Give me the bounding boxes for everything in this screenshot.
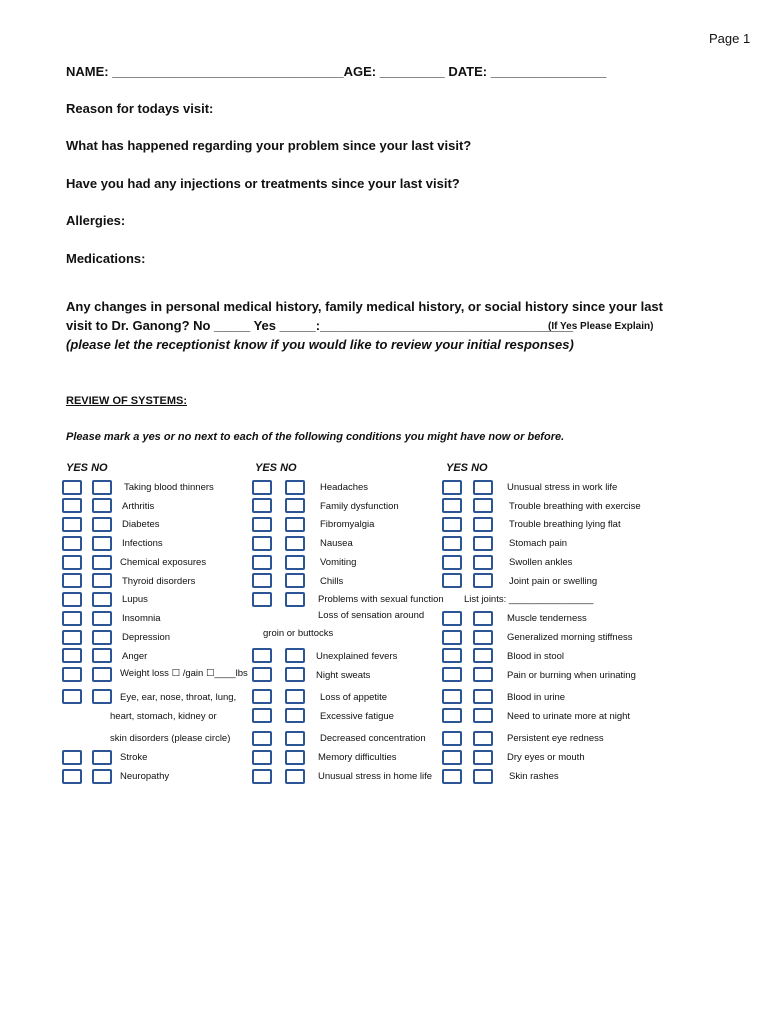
yes-checkbox[interactable]: [62, 750, 82, 765]
no-checkbox[interactable]: [473, 536, 493, 551]
yes-checkbox[interactable]: [62, 480, 82, 495]
yes-checkbox[interactable]: [62, 689, 82, 704]
yes-checkbox[interactable]: [252, 769, 272, 784]
condition-headaches: Headaches: [320, 482, 369, 493]
yes-no-header-col1: YES NO: [66, 462, 108, 474]
page-number: Page 1: [709, 31, 751, 46]
no-checkbox[interactable]: [473, 689, 493, 704]
condition-eye-ear-nose: Eye, ear, nose, throat, lung,: [120, 692, 237, 703]
condition-chills: Chills: [320, 576, 344, 587]
no-checkbox[interactable]: [285, 708, 305, 723]
no-checkbox[interactable]: [92, 630, 112, 645]
yes-checkbox[interactable]: [252, 536, 272, 551]
no-checkbox[interactable]: [285, 667, 305, 682]
yes-checkbox[interactable]: [62, 592, 82, 607]
injections-label: Have you had any injections or treatments since your last visit?: [66, 176, 460, 191]
history-changes-line1: Any changes in personal medical history, family medical history, or social history since your last: [66, 299, 663, 314]
condition-stomach-pain: Stomach pain: [509, 538, 568, 549]
no-checkbox[interactable]: [285, 648, 305, 663]
condition-swollen-ankles: Swollen ankles: [509, 557, 573, 568]
condition-skin-disorders: skin disorders (please circle): [110, 733, 231, 744]
no-checkbox[interactable]: [92, 667, 112, 682]
review-instruction: Please mark a yes or no next to each of the following conditions you might have now or before.: [66, 431, 565, 443]
yes-checkbox[interactable]: [252, 480, 272, 495]
no-checkbox[interactable]: [92, 555, 112, 570]
condition-loss-of-sensation: Loss of sensation around: [318, 610, 425, 621]
no-checkbox[interactable]: [473, 517, 493, 532]
condition-skin-rashes: Skin rashes: [509, 771, 559, 782]
yes-checkbox[interactable]: [62, 536, 82, 551]
no-checkbox[interactable]: [92, 480, 112, 495]
no-checkbox[interactable]: [473, 480, 493, 495]
no-checkbox[interactable]: [285, 592, 305, 607]
condition-dry-eyes-mouth: Dry eyes or mouth: [507, 752, 585, 763]
no-checkbox[interactable]: [92, 498, 112, 513]
condition-stress-home-life: Unusual stress in home life: [318, 771, 433, 782]
yes-checkbox[interactable]: [252, 573, 272, 588]
yes-checkbox[interactable]: [442, 648, 462, 663]
no-checkbox[interactable]: [473, 498, 493, 513]
yes-checkbox[interactable]: [62, 517, 82, 532]
condition-pain-urinating: Pain or burning when urinating: [507, 670, 636, 681]
no-checkbox[interactable]: [285, 769, 305, 784]
reason-for-visit-label: Reason for todays visit:: [66, 101, 214, 116]
condition-joint-pain: Joint pain or swelling: [509, 576, 598, 587]
yes-checkbox[interactable]: [62, 648, 82, 663]
no-checkbox[interactable]: [473, 555, 493, 570]
no-checkbox[interactable]: [92, 750, 112, 765]
no-checkbox[interactable]: [473, 750, 493, 765]
no-checkbox[interactable]: [473, 630, 493, 645]
no-checkbox[interactable]: [285, 498, 305, 513]
yes-no-header-col2: YES NO: [255, 462, 297, 474]
yes-checkbox[interactable]: [62, 573, 82, 588]
review-of-systems-title: REVIEW OF SYSTEMS:: [66, 395, 188, 407]
condition-infections: Infections: [122, 538, 163, 549]
condition-muscle-tenderness: Muscle tenderness: [507, 613, 587, 624]
medications-label: Medications:: [66, 251, 146, 266]
list-joints-field[interactable]: List joints: ________________: [464, 594, 594, 605]
condition-taking-blood-thinners: Taking blood thinners: [124, 482, 214, 493]
yes-checkbox[interactable]: [252, 731, 272, 746]
receptionist-note: (please let the receptionist know if you would like to review your initial responses): [66, 337, 574, 352]
condition-decreased-concentration: Decreased concentration: [320, 733, 426, 744]
condition-weight-loss-gain[interactable]: Weight loss ☐ /gain ☐____lbs: [120, 668, 248, 679]
condition-family-dysfunction: Family dysfunction: [320, 501, 399, 512]
no-checkbox[interactable]: [285, 573, 305, 588]
yes-checkbox[interactable]: [252, 498, 272, 513]
condition-lupus: Lupus: [122, 594, 148, 605]
no-checkbox[interactable]: [92, 611, 112, 626]
yes-checkbox[interactable]: [252, 648, 272, 663]
yes-checkbox[interactable]: [442, 667, 462, 682]
allergies-label: Allergies:: [66, 213, 126, 228]
history-changes-line2[interactable]: visit to Dr. Ganong? No _____ Yes _____:___________________________________: [66, 318, 574, 333]
yes-checkbox[interactable]: [252, 517, 272, 532]
yes-checkbox[interactable]: [442, 769, 462, 784]
yes-checkbox[interactable]: [62, 611, 82, 626]
yes-checkbox[interactable]: [252, 667, 272, 682]
yes-checkbox[interactable]: [442, 555, 462, 570]
condition-sexual-function: Problems with sexual function: [318, 594, 444, 605]
condition-arthritis: Arthritis: [122, 501, 155, 512]
condition-diabetes: Diabetes: [122, 519, 160, 530]
yes-checkbox[interactable]: [252, 750, 272, 765]
no-checkbox[interactable]: [285, 731, 305, 746]
no-checkbox[interactable]: [92, 592, 112, 607]
no-checkbox[interactable]: [92, 536, 112, 551]
no-checkbox[interactable]: [92, 689, 112, 704]
no-checkbox[interactable]: [285, 480, 305, 495]
condition-fibromyalgia: Fibromyalgia: [320, 519, 375, 530]
no-checkbox[interactable]: [473, 769, 493, 784]
no-checkbox[interactable]: [473, 573, 493, 588]
no-checkbox[interactable]: [473, 667, 493, 682]
condition-night-sweats: Night sweats: [316, 670, 371, 681]
condition-memory-difficulties: Memory difficulties: [318, 752, 397, 763]
no-checkbox[interactable]: [285, 555, 305, 570]
condition-neuropathy: Neuropathy: [120, 771, 170, 782]
no-checkbox[interactable]: [285, 689, 305, 704]
yes-checkbox[interactable]: [442, 689, 462, 704]
yes-checkbox[interactable]: [442, 630, 462, 645]
yes-no-header-col3: YES NO: [446, 462, 488, 474]
no-checkbox[interactable]: [285, 536, 305, 551]
condition-stroke: Stroke: [120, 752, 148, 763]
no-checkbox[interactable]: [92, 648, 112, 663]
if-yes-note: (If Yes Please Explain): [548, 321, 654, 332]
yes-checkbox[interactable]: [252, 592, 272, 607]
yes-checkbox[interactable]: [252, 555, 272, 570]
yes-checkbox[interactable]: [442, 517, 462, 532]
condition-stress-work-life: Unusual stress in work life: [507, 482, 618, 493]
condition-loss-of-appetite: Loss of appetite: [320, 692, 388, 703]
no-checkbox[interactable]: [92, 517, 112, 532]
name-age-date-line[interactable]: NAME: ________________________________AGE: _________ DATE: ________________: [66, 64, 607, 79]
condition-eye-redness: Persistent eye redness: [507, 733, 604, 744]
yes-checkbox[interactable]: [442, 536, 462, 551]
no-checkbox[interactable]: [285, 517, 305, 532]
condition-blood-in-stool: Blood in stool: [507, 651, 565, 662]
yes-checkbox[interactable]: [442, 498, 462, 513]
condition-morning-stiffness: Generalized morning stiffness: [507, 632, 633, 643]
condition-anger: Anger: [122, 651, 148, 662]
yes-checkbox[interactable]: [442, 611, 462, 626]
condition-vomiting: Vomiting: [320, 557, 357, 568]
condition-insomnia: Insomnia: [122, 613, 161, 624]
condition-heart-stomach: heart, stomach, kidney or: [110, 711, 217, 722]
yes-checkbox[interactable]: [62, 498, 82, 513]
condition-breathing-lying-flat: Trouble breathing lying flat: [509, 519, 621, 530]
condition-unexplained-fevers: Unexplained fevers: [316, 651, 398, 662]
no-checkbox[interactable]: [285, 750, 305, 765]
no-checkbox[interactable]: [473, 731, 493, 746]
condition-groin-buttocks: groin or buttocks: [263, 628, 334, 639]
yes-checkbox[interactable]: [442, 731, 462, 746]
condition-excessive-fatigue: Excessive fatigue: [320, 711, 394, 722]
yes-checkbox[interactable]: [442, 480, 462, 495]
yes-checkbox[interactable]: [442, 750, 462, 765]
yes-checkbox[interactable]: [62, 630, 82, 645]
condition-blood-in-urine: Blood in urine: [507, 692, 566, 703]
condition-urinate-at-night: Need to urinate more at night: [507, 711, 631, 722]
condition-nausea: Nausea: [320, 538, 353, 549]
condition-chemical-exposures: Chemical exposures: [120, 557, 207, 568]
yes-checkbox[interactable]: [442, 573, 462, 588]
no-checkbox[interactable]: [473, 611, 493, 626]
no-checkbox[interactable]: [92, 573, 112, 588]
yes-checkbox[interactable]: [442, 708, 462, 723]
no-checkbox[interactable]: [473, 648, 493, 663]
problem-since-last-visit-label: What has happened regarding your problem since your last visit?: [66, 138, 472, 153]
condition-depression: Depression: [122, 632, 171, 643]
yes-checkbox[interactable]: [252, 708, 272, 723]
condition-thyroid-disorders: Thyroid disorders: [122, 576, 196, 587]
yes-checkbox[interactable]: [62, 769, 82, 784]
yes-checkbox[interactable]: [62, 667, 82, 682]
no-checkbox[interactable]: [92, 769, 112, 784]
condition-breathing-exercise: Trouble breathing with exercise: [509, 501, 641, 512]
yes-checkbox[interactable]: [252, 689, 272, 704]
no-checkbox[interactable]: [473, 708, 493, 723]
yes-checkbox[interactable]: [62, 555, 82, 570]
